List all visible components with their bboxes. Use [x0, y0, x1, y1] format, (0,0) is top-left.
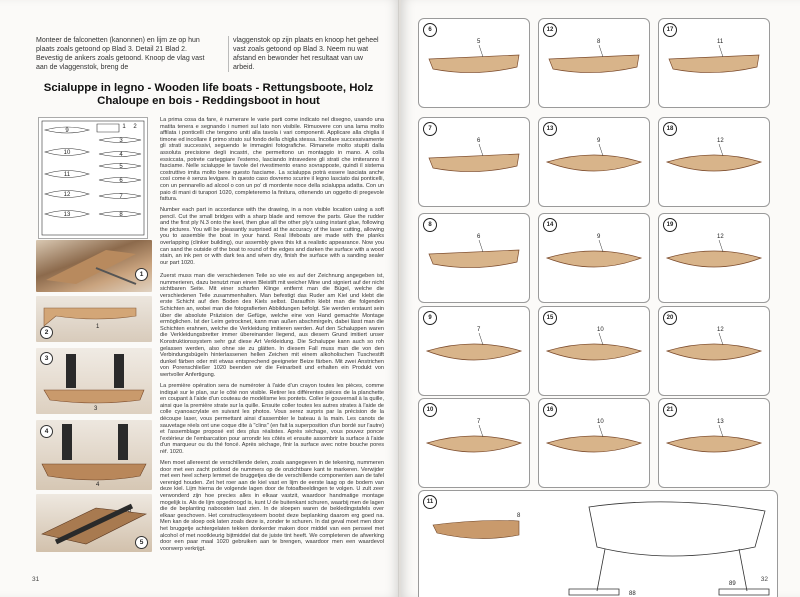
step-11-svg: [419, 491, 777, 597]
page-number-right: 32: [760, 576, 768, 583]
heading-line-1: Scialuppe in legno - Wooden life boats - Rettungsboote, Holz: [43, 82, 374, 94]
callout-leader: [599, 45, 603, 57]
step-callout: 12: [717, 234, 724, 240]
plan-label: 2: [133, 124, 137, 130]
step-callout: 13: [717, 419, 724, 425]
photo-number: 1: [135, 268, 148, 281]
text-french: La première opération sera de numéroter à l'aide d'un crayon toutes les pièces, comme indiqué sur le plan, sur le côté non visible. Retirer les différentes pièces de la planchette en coupant à l'aide d'un couteau de modélisme les pontets. Coller le gouvernail à la quille, ainsi que la première strate sur la quille. Ensuite coller toutes les autres strates à l'aide de colle cyanoacrylate en suivant les photos. Vous serez surpris par la précision de la découpe laser, vous permettant ainsi d'assembler le bateau à la main. Les canots de sauvetage réels ont une coque dite à "clins" (en fait la superposition d'un bordé sur l'autre) et l'assemblage proposé est des plus réalistes. Après séchage, vous pouvez poncer l'extérieur de l'embarcation pour arrondir les côtés et ensuite assombrir la surface à l'aide d'un marqueur ou du thé foncé. Après séchage, finir la surface avec notre bouche pores réf. 1020.: [160, 383, 384, 455]
step-panel: [538, 117, 650, 207]
step-number: 16: [543, 403, 557, 417]
text-italian: La prima cosa da fare, è numerare le varie parti come indicato nel disegno, usando una matita tenera e segnando i numeri sul lato non visibile. Rimuovere con una lama molto affilata i ponticelli che tengono uniti alla tavola i vari componenti. Applicare alla chiglia il timone ed incollare il primo strato sul fondo della chiglia stessa. Incollare successivamente gli strati successivi, seguendo le immagini fotografiche. Rimanete molto stupiti dalla assoluta precisione degli incastri, che permettono un montaggio in mano. A colla essiccata, potrete carteggiare l'esterno, lasciando intravedere gli strati che imiteranno il fasciame. Nelle scialuppe le tavole del rivestimento erano sovrapposte, quindi il sistema costruttivo imita molto bene questo fasciame. La scialuppa potrà essere lasciata anche così come è senza levigare. In questo caso dovremo scurire il legno lasciato dai ponticelli, con un pennarello ad alcool o con un po' di mordente noce della scialuppa adatta. Con un paio di mani di turapori 1020, completeremo la finitura, ottenendo un oggetto di pregevole fattura.: [160, 117, 384, 203]
stand-label: 89: [729, 581, 736, 587]
photo-2-svg: [36, 296, 152, 342]
step-panel: [418, 213, 530, 303]
photo-step-4: [36, 420, 152, 490]
parts-plan-drawing: [38, 117, 148, 239]
plan-label: 9: [65, 128, 69, 134]
photo-number: 3: [40, 352, 53, 365]
step-callout: 7: [477, 419, 481, 425]
step-panel: [418, 306, 530, 396]
step-callout: 6: [477, 138, 481, 144]
plan-label: 13: [63, 212, 71, 218]
stand-label: 88: [629, 591, 636, 597]
section-heading: [36, 82, 381, 107]
photo-4-svg: [36, 420, 152, 490]
photo-callout: 1: [96, 324, 100, 330]
step-panel: [658, 117, 770, 207]
step-callout: 8: [597, 39, 601, 45]
plan-label: 3: [119, 138, 123, 144]
photo-callout: 3: [94, 406, 98, 412]
photo-callout: 5: [128, 508, 132, 514]
plan-label: 8: [119, 212, 123, 218]
step-callout: 10: [597, 327, 604, 333]
callout-leader: [719, 240, 723, 252]
step-number: 21: [663, 403, 677, 417]
boat-hull: [667, 344, 761, 360]
boat-hull: [547, 436, 641, 452]
step-number: 6: [423, 23, 437, 37]
boat-hull: [547, 251, 641, 267]
step-number: 13: [543, 122, 557, 136]
boat-hull: [429, 154, 519, 172]
boat-hull: [429, 55, 519, 73]
right-page: [401, 0, 800, 597]
step-panel: [538, 398, 650, 488]
step-panel: [658, 306, 770, 396]
step-callout: 12: [717, 138, 724, 144]
top-note-left: Monteer de falconetten (kanonnen) en lijm ze op hun plaats zoals getoond op Blad 3. Detail 21 Blad 2. Bevestig de ankers zoals getoond. Knoop de vlag vast aan de vlaggenstok, breng de: [36, 37, 205, 71]
plan-label: 12: [63, 192, 71, 198]
boat-hull: [549, 55, 639, 73]
boat-hull: [429, 250, 519, 268]
step-number: 14: [543, 218, 557, 232]
plan-label: 7: [119, 194, 123, 200]
step-callout: 9: [597, 138, 601, 144]
plan-label: 11: [63, 172, 71, 178]
callout-leader: [479, 144, 483, 156]
step-panel: [418, 18, 530, 108]
step-callout: 9: [597, 234, 601, 240]
plan-label: 1: [122, 124, 126, 130]
step-panel: [538, 18, 650, 108]
callout-leader: [599, 425, 603, 437]
callout-leader: [719, 425, 723, 437]
photo-number: 2: [40, 326, 53, 339]
step-panel-11: [418, 490, 778, 597]
step-number: 9: [423, 311, 437, 325]
step-number: 19: [663, 218, 677, 232]
photo-number: 4: [40, 425, 53, 438]
step-callout: 10: [597, 419, 604, 425]
plan-label: 5: [119, 164, 123, 170]
boat-hull: [669, 55, 759, 73]
photo-step-3: [36, 348, 152, 414]
callout-leader: [479, 333, 483, 345]
step-panel: [658, 398, 770, 488]
step-panel: [538, 213, 650, 303]
boat-hull: [547, 344, 641, 360]
step-panel: [418, 117, 530, 207]
plan-label: 10: [63, 150, 71, 156]
step-panel: [538, 306, 650, 396]
text-english: Number each part in accordance with the drawing, in a non visible location using a soft pencil. Cut the small bridges with a sharp blade and remove the parts. Glue the rudder and the first ply N.3 onto the keel, then glue all the other ply's using instant glue, following the pictures. You will be pleasantly surprised at the accuracy of the laser cutting, allowing you to assemble the boat in your hand. Real lifeboats are made with the planks overlapping (clinker building), our assembly gives this kit a realistic appearance. Now you can sand the outside of the boat to round of the edges and darken the surface with a wood stain, an ink pen or with dark tea and when dry, finish the surface with a sanding sealer our part 1020.: [160, 207, 384, 266]
step-number: 15: [543, 311, 557, 325]
photo-number: 5: [135, 536, 148, 549]
step-callout: 11: [717, 39, 724, 45]
step-callout: 8: [517, 513, 521, 519]
parts-plan-svg: [39, 118, 147, 238]
step-panel: [658, 18, 770, 108]
step-number: 20: [663, 311, 677, 325]
callout-leader: [599, 333, 603, 345]
step-number: 18: [663, 122, 677, 136]
photo-step-2: [36, 296, 152, 342]
heading-line-2: Chaloupe en bois - Reddingsboot in hout: [97, 94, 320, 107]
callout-leader: [479, 425, 483, 437]
photo-step-1: [36, 240, 152, 292]
step-number: 12: [543, 23, 557, 37]
step-callout: 12: [717, 327, 724, 333]
step-callout: 5: [477, 39, 481, 45]
step-number: 11: [423, 495, 437, 509]
step-number: 7: [423, 122, 437, 136]
step-number: 8: [423, 218, 437, 232]
boat-hull: [667, 251, 761, 267]
callout-leader: [479, 45, 483, 57]
callout-leader: [719, 45, 723, 57]
left-page: [0, 0, 399, 597]
boat-hull: [427, 436, 521, 452]
top-note-right: vlaggenstok op zijn plaats en knoop het geheel vast zoals getoond op Blad 3. Neem nu wat afstand en bewonder het resultaat van uw arbeid.: [228, 36, 385, 72]
step-callout: 6: [477, 234, 481, 240]
text-german: Zuerst muss man die verschiedenen Teile so wie es auf der Zeichnung angegeben ist, nummerieren, dazu benutzt man einen Bleistift mit weicher Mine und signiert auf der nicht sichtbaren Seite. Mit einer scharfen Klinge entfernt man die Bügel, welche die verschiedenen Teile zusammenhalten. Man befestigt das Ruder am Kiel und klebt die erste Schicht auf den Boden des Kiels selbst. Daraufhin klebt man die folgenden Schichten an, wobei man die fotografierten Abbildungen befolgt. Sie werden erstaunt sein über die absolute Präzision der Gefüge, welche eine von Hand gemachte Montage ermöglichen. Ist der Leim getrocknet, kann man außen abschmirgeln, dabei lässt man die Schichten erahnen, welche die Verkleidung imitieren werden. Auf den Schaluppen waren die Verkleidungsbretter immer übereinander liegend, aus diesem Grund imitiert unser Konstruktionssystem sehr gut diese Art Verkleidung. Die Schaluppe kann auch so roh gelassen werden, also ohne sie zu glätten. In diesem Fall muss man die von den Verbindungsbügeln hinterlassenen hellen Zeichen mit einem alkoholischen Tuschestift dunkel färben oder mit etwas entsprechend geeigneter Beize färben. Mit zwei Anstrichen von Porenschließer 1020 beenden wir die Feinarbeit und erhalten ein Produkt von wertvoller Anfertigung.: [160, 273, 384, 378]
step-number: 17: [663, 23, 677, 37]
photo-callout: 4: [96, 482, 100, 488]
callout-leader: [719, 333, 723, 345]
step-panel: [658, 213, 770, 303]
step-callout: 7: [477, 327, 481, 333]
callout-leader: [599, 144, 603, 156]
boat-hull: [427, 344, 521, 360]
plan-label: 4: [119, 152, 123, 158]
boat-hull: [667, 436, 761, 452]
plan-label: 6: [119, 178, 123, 184]
page-number-left: 31: [32, 576, 40, 583]
callout-leader: [719, 144, 723, 156]
step-panel: [418, 398, 530, 488]
callout-leader: [479, 240, 483, 252]
callout-leader: [599, 240, 603, 252]
boat-hull: [547, 155, 641, 171]
photo-3-svg: [36, 348, 152, 414]
step-number: 10: [423, 403, 437, 417]
text-dutch: Men moet allereerst de verschillende delen, zoals aangegeven in de tekening, nummeren door met een zacht potlood de nummers op de onzichtbare kant te markeren. Verwijder met een heel scherp lemmet de bruggetjes die de verschillende componenten aan de tafel verenigd houden. Zet het roer aan de kiel vast en lijm de eerste laag op de bodem van deze kiel. Lijm hierna de volgende lagen door de fotoafbeeldingen te volgen. U zult zeer verwonderd zijn hoe precies alles in elkaar vastzit, waardoor handmatige montage mogelijk is. Als de lijm opgedroogd is, kunt U de buitenkant schuren, waarbij men de lagen die de beplanting naboosten laat zien. In de sloepen waren de bekledingstafels over elkaar geschoven. Het constructiesysteem bootst deze beplanking daarom erg goed na. Men kan de sloep ook laten zoals deze is, zonder te schuren. In dat geval moet men door het bruggetje achtergelaten tekken donkerder maken door middel van een penseel met alcohol of met nootkleurig bijtmiddel dat de juiste tint heeft. We completeren de afwerking door een paar maal 1020 gebruiken aan te brengen, waardoor men een waardevol voorwerp verkrijgt.: [160, 460, 384, 552]
boat-hull: [667, 155, 761, 171]
photo-1-svg: [36, 240, 152, 292]
